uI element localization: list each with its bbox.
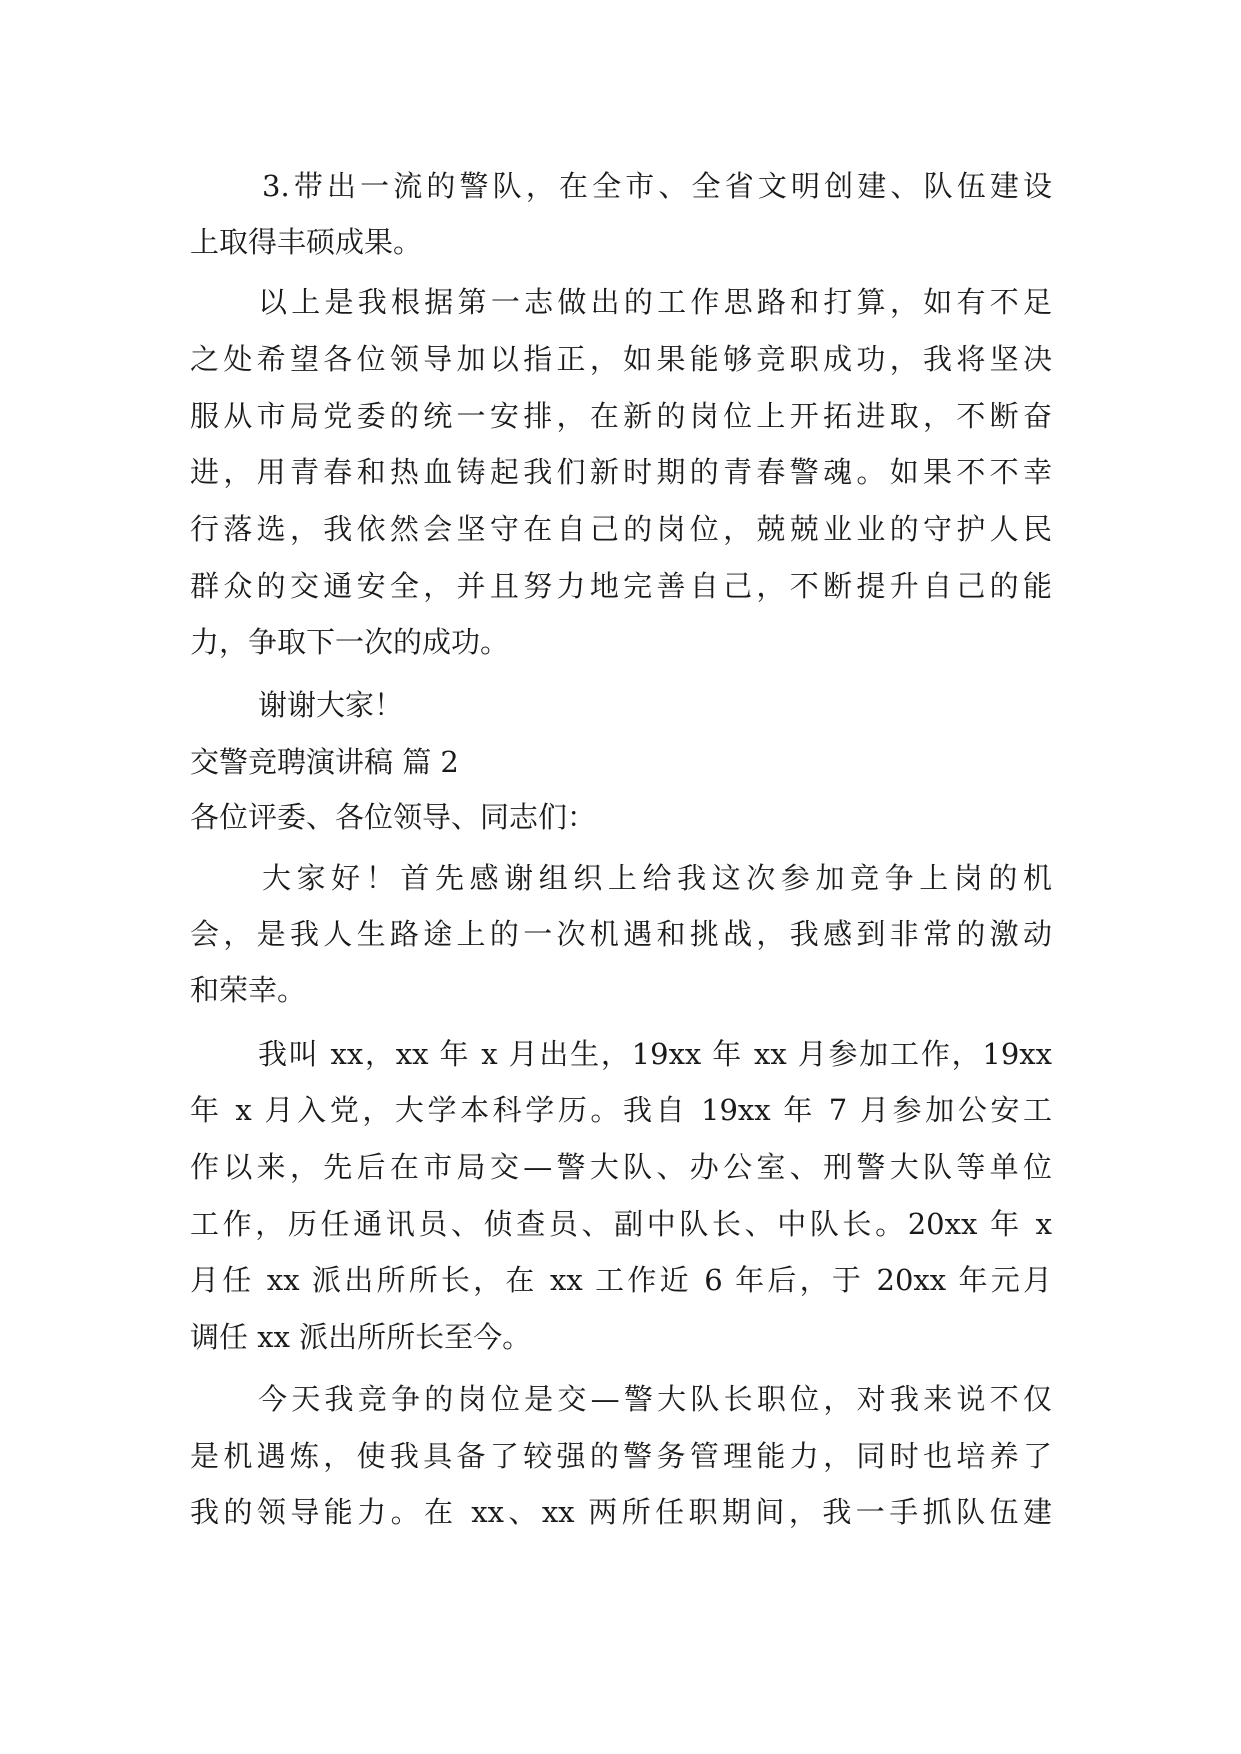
paragraph-line: 行落选，我依然会坚守在自己的岗位，兢兢业业的守护人民: [190, 512, 1052, 546]
paragraph-line: 我叫 xx，xx 年 x 月出生，19xx 年 xx 月参加工作，19xx: [258, 1037, 1052, 1071]
paragraph-line: 上取得丰硕成果。: [190, 225, 423, 259]
paragraph-line: 进，用青春和热血铸起我们新时期的青春警魂。如果不不幸: [190, 455, 1052, 489]
closing-thanks: 谢谢大家！: [258, 688, 404, 722]
paragraph-line: 是机遇炼，使我具备了较强的警务管理能力，同时也培养了: [190, 1439, 1052, 1473]
paragraph-line: 今天我竞争的岗位是交—警大队长职位，对我来说不仅: [258, 1382, 1052, 1416]
paragraph-line: 年 x 月入党，大学本科学历。我自 19xx 年 7 月参加公安工: [190, 1093, 1052, 1127]
paragraph-line: 3.带出一流的警队，在全市、全省文明创建、队伍建设: [262, 169, 1052, 203]
paragraph-line: 工作，历任通讯员、侦查员、副中队长、中队长。20xx 年 x: [190, 1207, 1052, 1241]
section-heading: 交警竞聘演讲稿 篇 2: [190, 745, 459, 779]
paragraph-line: 和荣幸。: [190, 973, 307, 1007]
paragraph-line: 力，争取下一次的成功。: [190, 625, 510, 659]
paragraph-line: 我的领导能力。在 xx、xx 两所任职期间，我一手抓队伍建: [190, 1495, 1052, 1529]
paragraph-line: 作以来，先后在市局交—警大队、办公室、刑警大队等单位: [190, 1150, 1052, 1184]
paragraph-line: 调任 xx 派出所所长至今。: [190, 1320, 532, 1354]
paragraph-line: 服从市局党委的统一安排，在新的岗位上开拓进取，不断奋: [190, 399, 1052, 433]
salutation: 各位评委、各位领导、同志们：: [190, 800, 597, 834]
paragraph-line: 群众的交通安全，并且努力地完善自己，不断提升自己的能: [190, 569, 1052, 603]
paragraph-line: 大家好！首先感谢组织上给我这次参加竞争上岗的机: [262, 861, 1052, 895]
paragraph-line: 月任 xx 派出所所长，在 xx 工作近 6 年后，于 20xx 年元月: [190, 1263, 1052, 1297]
paragraph-line: 之处希望各位领导加以指正，如果能够竞职成功，我将坚决: [190, 342, 1052, 376]
paragraph-line: 以上是我根据第一志做出的工作思路和打算，如有不足: [258, 285, 1052, 319]
paragraph-line: 会，是我人生路途上的一次机遇和挑战，我感到非常的激动: [190, 917, 1052, 951]
